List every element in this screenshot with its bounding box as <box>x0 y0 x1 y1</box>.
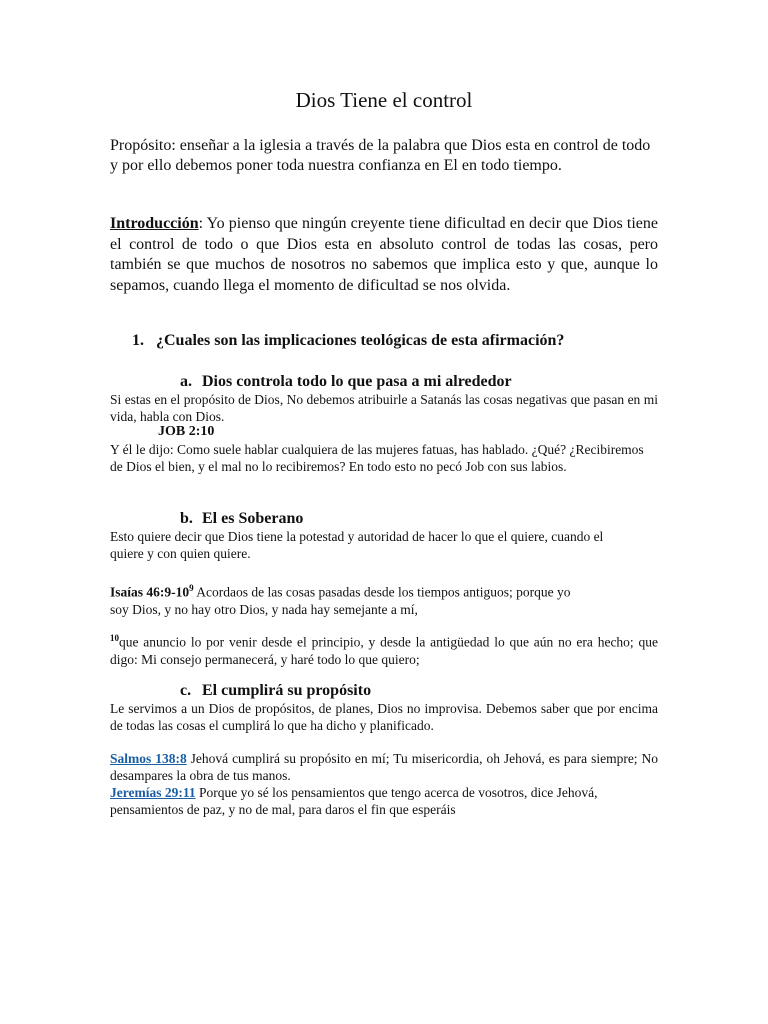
jeremias-link[interactable]: Jeremías 29:11 <box>110 785 196 800</box>
introduction-paragraph <box>110 214 658 296</box>
introduction-label: Introducción <box>110 215 199 232</box>
purpose-paragraph: Propósito: enseñar a la iglesia a través de la palabra que Dios esta en control de todo y por ello debemos poner toda nuestra confianza en El en todo tiempo. <box>110 137 651 174</box>
section-a-title: Dios controla todo lo que pasa a mi alrededor <box>202 373 512 390</box>
question-1-number: 1. <box>132 332 144 349</box>
section-a-text: Si estas en el propósito de Dios, No debemos atribuirle a Satanás las cosas negativas que pasan en mi vida, habla con Dios. <box>110 392 658 424</box>
section-b-verse-10 <box>110 630 658 668</box>
section-c-heading <box>180 682 371 700</box>
introduction-text: : Yo pienso que ningún creyente tiene dificultad en decir que Dios tiene el control de todo o que Dios esta en absoluto control de todas las cosas, pero también se que muchos de nosotros no sabemos que implica esto y que, aunque lo sepamos, cuando llega el momento de dificultad se nos olvida. <box>110 215 658 294</box>
section-c-verse-1 <box>110 750 658 784</box>
section-b-title: El es Soberano <box>202 510 304 527</box>
section-c-text: Le servimos a un Dios de propósitos, de planes, Dios no improvisa. Debemos saber que por encima de todas las cosas el cumplirá lo que ha dicho y planificado. <box>110 701 658 733</box>
question-1 <box>132 332 564 350</box>
jeremias-verse: Porque yo sé los pensamientos que tengo acerca de vosotros, dice Jehová, pensamientos de paz, y no de mal, para daros el fin que esperáis <box>110 785 598 817</box>
section-b-reference: Isaías 46:9-10 <box>110 584 190 600</box>
page-title: Dios Tiene el control <box>295 88 473 112</box>
question-1-text: ¿Cuales son las implicaciones teológicas de esta afirmación? <box>156 332 565 349</box>
salmos-verse: Jehová cumplirá su propósito en mí; Tu misericordia, oh Jehová, es para siempre; No desampares la obra de tus manos. <box>110 751 658 783</box>
section-b-text: Esto quiere decir que Dios tiene la potestad y autoridad de hacer lo que el quiere, cuando el quiere y con quien quiere. <box>110 529 604 561</box>
section-b-heading <box>180 510 303 528</box>
salmos-link[interactable]: Salmos 138:8 <box>110 751 187 766</box>
verse-9-text: Acordaos de las cosas pasadas desde los tiempos antiguos; porque yo soy Dios, y no hay otro Dios, y nada hay semejante a mí, <box>110 584 571 617</box>
section-c-title: El cumplirá su propósito <box>202 682 372 699</box>
section-a-verse: Y él le dijo: Como suele hablar cualquiera de las mujeres fatuas, has hablado. ¿Qué? ¿Recibiremos de Dios el bien, y el mal no lo recibiremos? En todo esto no pecó Job con sus labios. <box>110 442 644 474</box>
section-a-letter: a. <box>180 373 192 390</box>
section-c-letter: c. <box>180 682 192 699</box>
verse-9-number: 9 <box>189 583 194 593</box>
section-c-verse-2 <box>110 784 658 818</box>
section-b-letter: b. <box>180 510 193 527</box>
verse-10-number: 10 <box>110 633 119 643</box>
section-a-heading <box>180 373 512 391</box>
section-a-reference: JOB 2:10 <box>158 424 215 439</box>
verse-10-text: que anuncio lo por venir desde el principio, y desde la antigüedad lo que aún no era hecho; que digo: Mi consejo permanecerá, y haré todo lo que quiero; <box>110 634 658 667</box>
section-b-verse-9 <box>110 580 580 618</box>
